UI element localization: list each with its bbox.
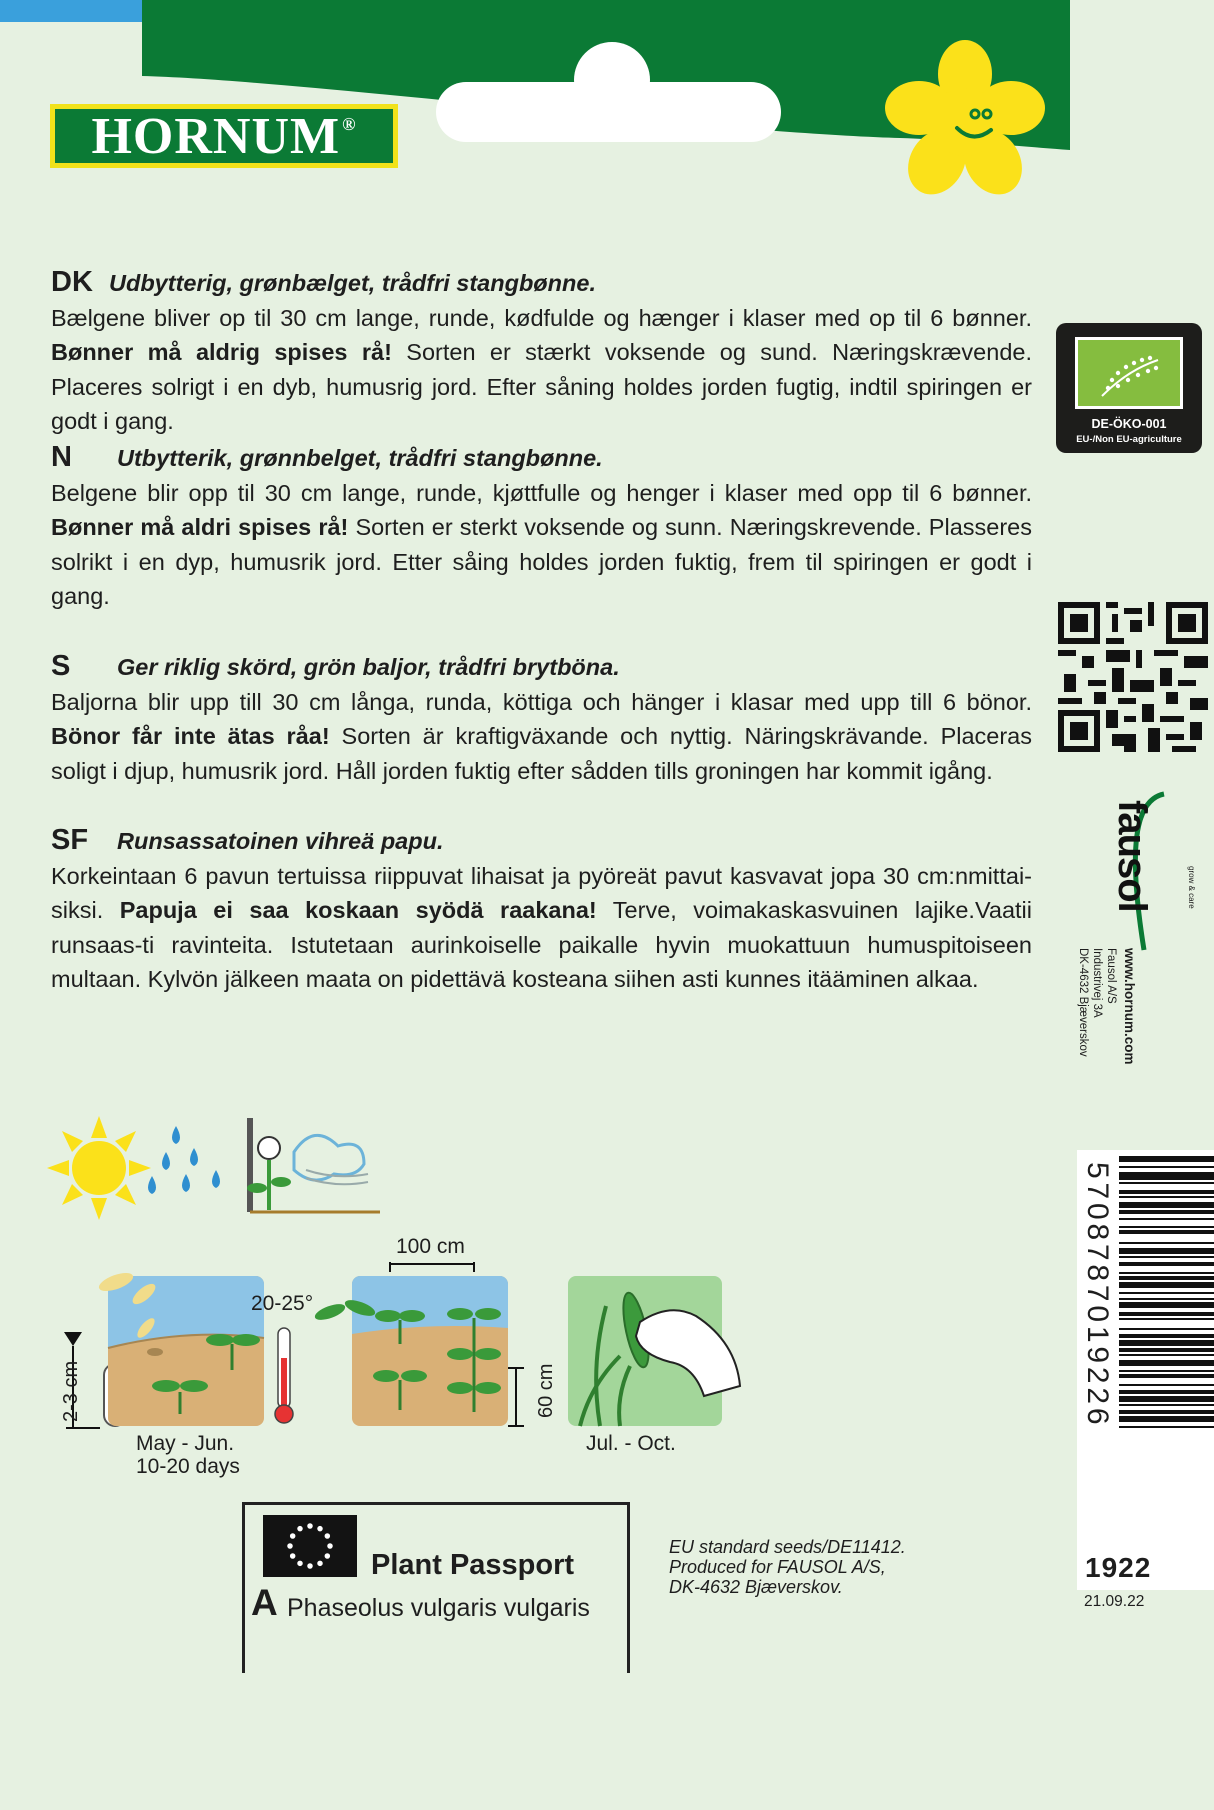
body-line: Baljorna blir upp till 30 cm långa, runda, köttiga och hänger i klasar med upp till 6 bönor. xyxy=(51,688,1032,715)
section-body xyxy=(51,859,1032,997)
organic-code: DE-ÖKO-001 xyxy=(1091,417,1167,431)
lang-code: SF xyxy=(51,824,89,856)
section-s xyxy=(51,649,1032,788)
lang-code: N xyxy=(51,441,72,473)
print-date: 21.09.22 xyxy=(1084,1593,1145,1610)
spacing-panel xyxy=(313,1262,524,1426)
company-street: Industrivej 3A xyxy=(1091,948,1103,1018)
section-body xyxy=(51,685,1032,789)
section-sf xyxy=(51,823,1032,997)
body-line: Korkeintaan 6 pavun tertuissa riippuvat lihaisat ja pyöreät pavut kasvavat jopa 30 cm:nmittai-siksi. xyxy=(51,862,1032,923)
passport-species: Phaseolus vulgaris vulgaris xyxy=(287,1594,590,1622)
body-line: Belgene blir opp til 30 cm lange, runde, kjøttfulle og henger i klaser med opp til 6 bønner. xyxy=(51,479,1032,506)
brand-name: HORNUM xyxy=(91,107,341,165)
body-rest: Sorten er sterkt voksende og sunn. Næringskrevende. Plasseres solrikt i en dyp, humusrik jord. Etter såing holdes jorden fuktig, frem til spiringen er godt i gang. xyxy=(51,514,1032,609)
passport-title: Plant Passport xyxy=(371,1549,575,1581)
sowing-diagram xyxy=(60,1262,760,1442)
sowing-period-label: May - Jun. xyxy=(136,1432,235,1455)
row-spacing-label: 100 cm xyxy=(396,1235,465,1258)
section-body xyxy=(51,476,1032,614)
eu-note-line: DK-4632 Bjæverskov. xyxy=(669,1577,843,1597)
company-website: www.hornum.com xyxy=(1122,948,1137,1065)
fausol-tagline: grow & care xyxy=(1187,866,1196,909)
section-body xyxy=(51,301,1032,439)
plant-spacing-label: 60 cm xyxy=(535,1363,557,1418)
harvest-label: Jul. - Oct. xyxy=(586,1432,676,1455)
fausol-logo: fausol xyxy=(1110,800,1154,912)
eu-standard-note xyxy=(669,1537,906,1597)
warning-text: Bønner må aldrig spises rå! xyxy=(51,339,392,365)
barcode-digits: 5708787019226 xyxy=(1081,1162,1114,1429)
warning-text: Bønner må aldri spises rå! xyxy=(51,514,349,540)
temperature-label: 20-25° xyxy=(251,1292,314,1315)
section-dk xyxy=(51,265,1032,439)
lang-code: DK xyxy=(51,266,93,298)
eu-note-line: EU standard seeds/DE11412. xyxy=(669,1537,906,1557)
qr-code-icon xyxy=(1058,602,1208,752)
company-city: DK-4632 Bjæverskov xyxy=(1077,948,1089,1057)
body-rest: Sorten är kraftigväxande och nyttig. Näringskrävande. Placeras soligt i djup, humusrik jord. Håll jorden fuktig efter sådden tills groningen har kommit igång. xyxy=(51,723,1033,784)
body-line: Bælgene bliver op til 30 cm lange, runde, kødfulde og hænger i klaser med op til 6 bønner. xyxy=(51,304,1032,331)
section-subtitle: Ger riklig skörd, grön baljor, trådfri brytböna. xyxy=(117,654,620,680)
eu-leaf-icon xyxy=(1075,337,1183,409)
warning-text: Bönor får inte ätas råa! xyxy=(51,723,330,749)
section-n xyxy=(51,440,1032,614)
warning-text: Papuja ei saa koskaan syödä raakana! xyxy=(103,897,597,923)
plant-passport xyxy=(242,1502,630,1673)
germination-label: 10-20 days xyxy=(136,1455,240,1478)
eu-flag-icon xyxy=(263,1515,357,1577)
lang-code: S xyxy=(51,650,71,682)
thermometer-icon xyxy=(275,1328,293,1423)
harvest-panel xyxy=(568,1276,740,1426)
hornum-logo xyxy=(50,104,398,168)
depth-label: 2-3 cm xyxy=(60,1360,82,1422)
sheltered-plant-icon xyxy=(247,1118,380,1212)
water-drops-icon xyxy=(148,1126,220,1194)
body-rest: Terve, voimakaskasvuinen lajike.Vaatii runsaas-ti ravinteita. Istutetaan aurinkoiselle paikalle hyvin muokattuun humuspitoiseen multaan. Kylvön jälkeen maata on pidettävä kosteana siihen asti kunnes itääminen alkaa. xyxy=(51,897,1032,992)
section-subtitle: Utbytterik, grønnbelget, trådfri stangbønne. xyxy=(117,445,603,471)
registered-mark: ® xyxy=(342,113,357,134)
section-subtitle: Udbytterig, grønbælget, trådfri stangbønne. xyxy=(109,270,596,296)
organic-origin: EU-/Non EU-agriculture xyxy=(1076,434,1182,445)
section-subtitle: Runsassatoinen vihreä papu. xyxy=(117,828,444,854)
company-address xyxy=(1076,948,1118,1128)
product-code: 1922 xyxy=(1085,1552,1152,1583)
growing-conditions-icons xyxy=(44,1112,384,1222)
body-rest: Sorten er stærkt voksende og sund. Næringskrævende. Placeres solrigt i en dyb, humusrig jord. Efter såning holdes jorden fugtig, indtil spiringen er godt i gang. xyxy=(51,339,1032,434)
company-name: Fausol A/S xyxy=(1105,948,1117,1004)
sowing-panel xyxy=(97,1269,264,1426)
eu-note-line: Produced for FAUSOL A/S, xyxy=(669,1557,886,1577)
eu-organic-badge xyxy=(1056,323,1202,453)
corner-blue-strip xyxy=(0,0,142,22)
sun-icon xyxy=(47,1116,151,1220)
passport-letter: A xyxy=(251,1582,278,1623)
